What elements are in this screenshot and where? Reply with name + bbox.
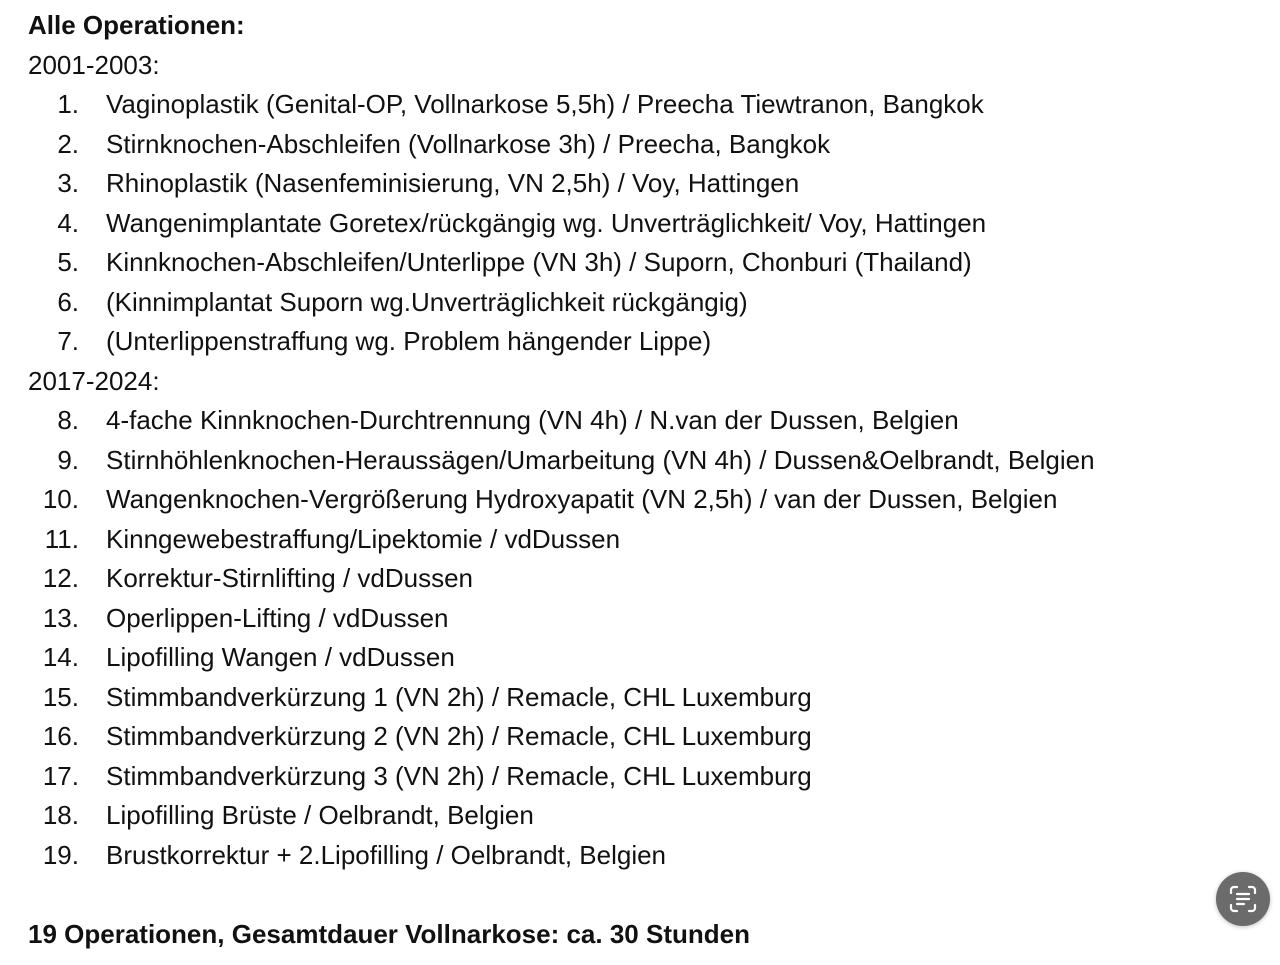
item-number: 2. — [57, 128, 79, 159]
item-number: 15. — [42, 681, 79, 712]
item-number: 9. — [57, 444, 79, 475]
item-text: (Kinnimplantat Suporn wg.Unverträglichkeit rückgängig) — [106, 286, 748, 317]
item-text: Vaginoplastik (Genital-OP, Vollnarkose 5,5h) / Preecha Tiewtranon, Bangkok — [106, 89, 984, 119]
item-number: 17. — [42, 760, 79, 791]
list-item — [28, 401, 1280, 441]
section-label-2001-2003: 2001-2003: — [28, 49, 160, 80]
item-number: 16. — [42, 721, 79, 751]
item-number: 14. — [42, 642, 79, 672]
document-page — [28, 6, 1280, 954]
document-heading: Alle Operationen: — [28, 10, 245, 40]
item-text: Kinngewebestraffung/Lipektomie / vdDussen — [106, 523, 621, 554]
item-number: 10. — [42, 484, 79, 514]
list-item — [28, 559, 1280, 599]
operations-list-2017-2024 — [28, 401, 1280, 875]
list-item — [28, 480, 1280, 520]
list-item — [28, 520, 1280, 560]
item-number: 13. — [42, 602, 79, 633]
operations-list-2001-2003 — [28, 85, 1280, 362]
item-text: Stirnhöhlenknochen-Heraussägen/Umarbeitung (VN 4h) / Dussen&Oelbrandt, Belgien — [106, 444, 1095, 475]
item-text: Stimmbandverkürzung 1 (VN 2h) / Remacle, CHL Luxemburg — [106, 681, 812, 712]
list-item — [28, 243, 1280, 283]
blank-line — [28, 875, 1280, 915]
item-text: Wangenimplantate Goretex/rückgängig wg. Unverträglichkeit/ Voy, Hattingen — [106, 207, 987, 238]
item-text: Lipofilling Brüste / Oelbrandt, Belgien — [106, 800, 534, 830]
item-number: 18. — [42, 800, 79, 830]
item-text: (Unterlippenstraffung wg. Problem hängender Lippe) — [106, 326, 712, 356]
list-item — [28, 796, 1280, 836]
list-item — [28, 85, 1280, 125]
list-item — [28, 757, 1280, 797]
item-number: 8. — [57, 405, 79, 435]
list-item — [28, 322, 1280, 362]
item-number: 6. — [57, 286, 79, 317]
list-item — [28, 599, 1280, 639]
item-number: 3. — [57, 168, 79, 198]
text-scan-icon — [1226, 882, 1260, 916]
item-text: Wangenknochen-Vergrößerung Hydroxyapatit (VN 2,5h) / van der Dussen, Belgien — [106, 484, 1058, 514]
item-text: Operlippen-Lifting / vdDussen — [106, 602, 449, 633]
list-item — [28, 204, 1280, 244]
item-number: 19. — [42, 839, 79, 870]
list-item — [28, 836, 1280, 876]
list-item — [28, 283, 1280, 323]
item-number: 5. — [57, 247, 79, 277]
item-text: Korrektur-Stirnlifting / vdDussen — [106, 563, 474, 593]
item-number: 1. — [57, 89, 79, 119]
item-text: Kinnknochen-Abschleifen/Unterlippe (VN 3h) / Suporn, Chonburi (Thailand) — [106, 247, 972, 277]
item-text: Stirnknochen-Abschleifen (Vollnarkose 3h) / Preecha, Bangkok — [106, 128, 831, 159]
list-item — [28, 164, 1280, 204]
item-text: Stimmbandverkürzung 2 (VN 2h) / Remacle, CHL Luxemburg — [106, 721, 812, 751]
item-number: 12. — [42, 563, 79, 593]
item-text: Brustkorrektur + 2.Lipofilling / Oelbrandt, Belgien — [106, 839, 667, 870]
section-label-2017-2024: 2017-2024: — [28, 365, 160, 396]
item-number: 7. — [57, 326, 79, 356]
list-item — [28, 638, 1280, 678]
list-item — [28, 441, 1280, 481]
item-number: 4. — [57, 207, 79, 238]
item-number: 11. — [44, 523, 79, 554]
summary-line: 19 Operationen, Gesamtdauer Vollnarkose: ca. 30 Stunden — [28, 918, 750, 949]
item-text: Rhinoplastik (Nasenfeminisierung, VN 2,5h) / Voy, Hattingen — [106, 168, 800, 198]
list-item — [28, 717, 1280, 757]
text-scan-button[interactable] — [1216, 872, 1270, 926]
list-item — [28, 678, 1280, 718]
item-text: Stimmbandverkürzung 3 (VN 2h) / Remacle, CHL Luxemburg — [106, 760, 812, 791]
list-item — [28, 125, 1280, 165]
item-text: 4-fache Kinnknochen-Durchtrennung (VN 4h) / N.van der Dussen, Belgien — [106, 405, 959, 435]
item-text: Lipofilling Wangen / vdDussen — [106, 642, 455, 672]
